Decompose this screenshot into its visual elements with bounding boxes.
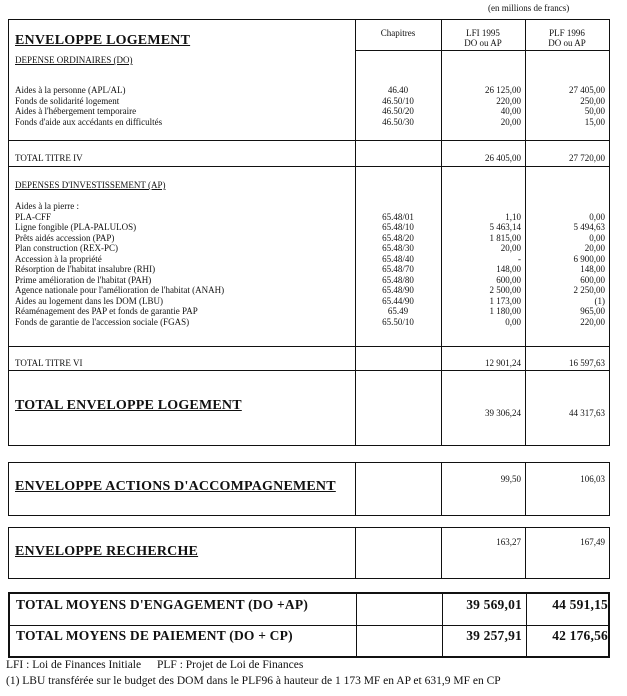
col-header-plf-1: PLF 1996	[549, 28, 585, 38]
ap-subheading: Aides à la pierre :	[15, 201, 79, 211]
col-header-lfi-2: DO ou AP	[464, 38, 502, 48]
ap-section-end	[9, 370, 609, 371]
table-row: Aides à la personne (APL/AL) 46.40 26 125,00 27 405,00	[15, 85, 605, 95]
table-row: Prêts aidés accession (PAP) 65.48/20 1 815,00 0,00	[15, 232, 605, 243]
col-divider-plf	[525, 463, 526, 515]
recherche-lfi: 163,27	[496, 537, 521, 547]
totals-divider	[10, 625, 608, 626]
table-row: Plan construction (REX-PC) 65.48/30 20,00 20,00	[15, 243, 605, 253]
footnote-abbrev-lfi: LFI : Loi de Finances Initiale	[6, 659, 142, 671]
do-section-end	[9, 166, 609, 167]
col-header-lfi-1: LFI 1995	[466, 28, 500, 38]
ap-total-divider	[9, 346, 609, 347]
total-logement-label: TOTAL ENVELOPPE LOGEMENT	[15, 398, 242, 413]
table-row: Fonds de solidarité logement 46.50/10 220,00 250,00	[15, 95, 605, 106]
table-row: Ligne fongible (PLA-PALULOS) 65.48/10 5 463,14 5 494,63	[15, 222, 605, 232]
recherche-label: ENVELOPPE RECHERCHE	[15, 544, 199, 559]
table-row: Agence nationale pour l'amélioration de l'habitat (ANAH) 65.48/90 2 500,00 2 250,00	[15, 285, 605, 295]
table-row: Fonds d'aide aux accédants en difficultés 46.50/30 20,00 15,00	[15, 116, 605, 127]
total-logement-lfi: 39 306,24	[485, 408, 521, 418]
header-divider	[355, 50, 609, 51]
col-header-chapitres: Chapitres	[380, 28, 416, 38]
table-row: Accession à la propriété 65.48/40 - 6 900,00	[15, 253, 605, 264]
actions-accompagnement-lfi: 99,50	[500, 474, 521, 484]
total-paiement-label: TOTAL MOYENS DE PAIEMENT (DO + CP)	[16, 628, 293, 643]
table-row: Fonds de garantie de l'accession sociale (FGAS) 65.50/10 0,00 220,00	[15, 316, 605, 327]
total-engagement-lfi: 39 569,01	[466, 597, 522, 612]
unit-note: (en millions de francs)	[488, 3, 570, 13]
total-paiement-plf: 42 176,56	[552, 628, 608, 643]
table-row-total: TOTAL TITRE IV 26 405,00 27 720,00	[15, 153, 605, 163]
page-title: ENVELOPPE LOGEMENT	[15, 33, 191, 48]
grand-totals-table	[8, 592, 610, 658]
table-row: Aides au logement dans les DOM (LBU) 65.44/90 1 173,00 (1)	[15, 295, 605, 306]
col-divider-chapitres	[355, 528, 356, 578]
table-row: Prime amélioration de l'habitat (PAH) 65.48/80 600,00 600,00	[15, 274, 605, 285]
table-row: Aides à l'hébergement temporaire 46.50/20 40,00 50,00	[15, 106, 605, 116]
actions-accompagnement-label: ENVELOPPE ACTIONS D'ACCOMPAGNEMENT	[15, 479, 336, 494]
ap-section-heading: DEPENSES D'INVESTISSEMENT (AP)	[15, 180, 166, 190]
actions-accompagnement-table	[8, 462, 610, 516]
col-divider-plf	[525, 528, 526, 578]
col-divider-lfi	[441, 528, 442, 578]
footnote-1: (1) LBU transférée sur le budget des DOM dans le PLF96 à hauteur de 1 173 MF en AP et 631,9 MF en CP	[6, 675, 501, 687]
table-row-total: TOTAL TITRE VI 12 901,24 16 597,63	[15, 358, 605, 368]
table-row: Réaménagement des PAP et fonds de garantie PAP 65.49 1 180,00 965,00	[15, 306, 605, 316]
total-logement-plf: 44 317,63	[569, 408, 605, 418]
col-divider-lfi	[441, 463, 442, 515]
total-paiement-lfi: 39 257,91	[466, 628, 522, 643]
table-row: Résorption de l'habitat insalubre (RHI) 65.48/70 148,00 148,00	[15, 264, 605, 274]
total-engagement-plf: 44 591,15	[552, 597, 608, 612]
do-total-divider	[9, 140, 609, 141]
recherche-plf: 167,49	[580, 537, 605, 547]
actions-accompagnement-plf: 106,03	[580, 474, 605, 484]
table-row: PLA-CFF 65.48/01 1,10 0,00	[15, 211, 605, 222]
col-divider-chapitres	[355, 463, 356, 515]
do-section-heading: DEPENSE ORDINAIRES (DO)	[15, 55, 133, 65]
recherche-table	[8, 527, 610, 579]
col-header-plf-2: DO ou AP	[548, 38, 586, 48]
total-engagement-label: TOTAL MOYENS D'ENGAGEMENT (DO +AP)	[16, 597, 309, 612]
logement-table	[8, 19, 610, 446]
footnote-abbrev-plf: PLF : Projet de Loi de Finances	[157, 659, 304, 671]
